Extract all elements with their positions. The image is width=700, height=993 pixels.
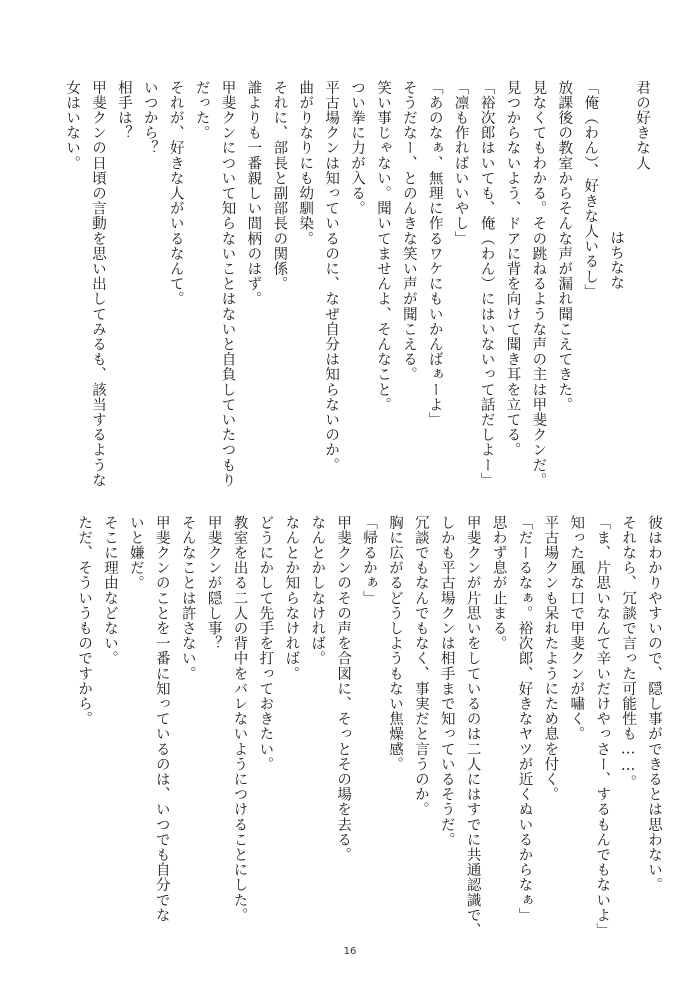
upper-text-block	[64, 80, 654, 488]
text-line: 曲がりなりにも幼馴染。	[297, 80, 314, 247]
text-line: 冗談でもなんでもなく、事実だと言うのか。	[412, 515, 429, 817]
text-line: 「裕次郎はいても、俺（わん）にはいないって話だしよー」	[478, 80, 495, 488]
text-line: 甲斐クンの日頃の言動を思い出してみるも、該当するような	[89, 80, 106, 488]
lower-text-block	[66, 515, 666, 938]
text-line: そんなことは許さない。	[179, 515, 196, 682]
story-title: 君の好きな人	[634, 80, 650, 171]
text-line: なんとかしなければ。	[309, 515, 326, 666]
text-line: 見なくてもわかる。その跳ねるような声の主は甲斐クンだ。	[530, 80, 547, 488]
text-line: いと嫌だ。	[127, 515, 144, 591]
text-line: 甲斐クンのその声を合図に、そっとその場を去る。	[335, 515, 352, 863]
text-line: 平古場クンは知っているのに、なぜ自分は知らないのか。	[323, 80, 340, 473]
text-line: しかも平古場クンは相手まで知っているそうだ。	[438, 515, 455, 848]
text-line: 女はいない。	[64, 80, 81, 171]
text-line: 教室を出る二人の背中をバレないようにつけることにした。	[231, 515, 248, 923]
text-line: 誰よりも一番親しい間柄のはず。	[245, 80, 262, 307]
text-line: 「凛も作ればいいやし」	[452, 80, 469, 247]
text-line: 甲斐クンが隠し事？	[205, 515, 222, 651]
text-line: 「俺（わん）、好きな人いるし」	[582, 80, 599, 300]
text-line: 平古場クンも呆れたようにため息を付く。	[542, 515, 559, 802]
text-line: 甲斐クンについて知らないことはないと自負していたつもり	[219, 80, 236, 488]
text-line: 相手は？	[115, 80, 132, 141]
text-line: 甲斐クンのことを一番に知っているのは、いつでも自分でな	[153, 515, 170, 923]
page-number: 16	[343, 946, 357, 957]
text-line: いつから？	[141, 80, 158, 156]
text-line: 「ま、片思いなんて辛いだけやっさー、するもんでもないよ」	[594, 515, 611, 938]
author-name: はちなな	[608, 230, 625, 291]
text-line: 「あのなぁ、無理に作るワケにもいかんばぁーよ」	[426, 80, 443, 428]
text-line: どうにかして先手を打っておきたい。	[257, 515, 274, 772]
text-line: それに、部長と副部長の関係。	[271, 80, 288, 292]
text-line: それなら、冗談で言った可能性も……。	[620, 515, 637, 790]
text-line: 甲斐クンが片思いをしているのは二人にはすでに共通認識で、	[464, 515, 481, 938]
text-line: 放課後の教室からそんな声が漏れ聞こえてきた。	[556, 80, 573, 413]
text-line: 思わず息が止まる。	[490, 515, 507, 651]
text-line: 「だーるなぁ。裕次郎、好きなヤツが近くぬいるからなぁ」	[516, 515, 533, 923]
text-line: 知った風な口で甲斐クンが嘯く。	[568, 515, 585, 742]
text-line: そこに理由などない。	[101, 515, 118, 666]
text-line: 笑い事じゃない。聞いてませんよ、そんなこと。	[374, 80, 391, 413]
text-line: 胸に広がるどうしようもない焦燥感。	[386, 515, 403, 772]
text-line: それが、好きな人がいるなんて。	[167, 80, 184, 307]
text-line: つい拳に力が入る。	[349, 80, 366, 216]
text-line: そうだなー、とのんきな笑い声が聞こえる。	[400, 80, 417, 382]
text-line: ただ、そういうものですから。	[76, 515, 93, 727]
text-line: だった。	[193, 80, 210, 141]
text-line: 見つからないよう、ドアに背を向けて聞き耳を立てる。	[504, 80, 521, 458]
text-line: なんとか知らなければ。	[283, 515, 300, 682]
text-line: 彼はわかりやすいので、隠し事ができるとは思わない。	[646, 515, 662, 893]
text-line: 「帰るかぁ」	[361, 515, 378, 606]
